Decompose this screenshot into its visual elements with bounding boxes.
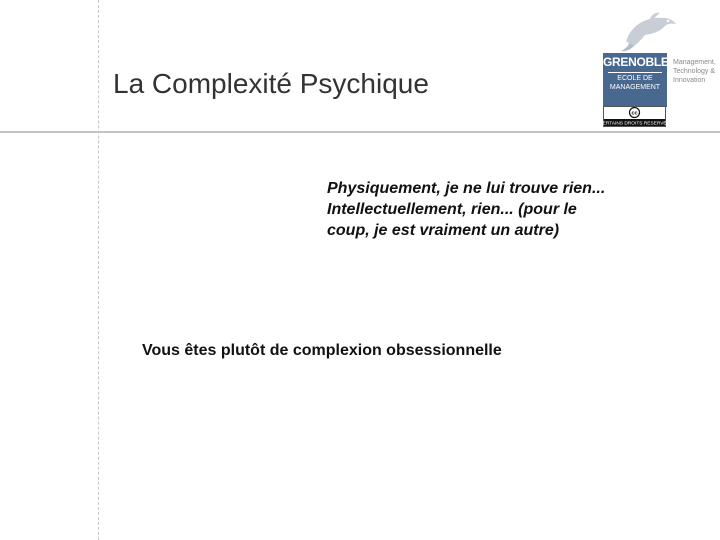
quote-text: Physiquement, je ne lui trouve rien... Intellectuellement, rien... (pour le coup, je est vraiment un autre) (327, 180, 606, 239)
vertical-guide-line (98, 0, 99, 540)
logo-tagline (673, 58, 720, 85)
logo-divider (608, 72, 662, 73)
logo-badge (603, 53, 667, 107)
creative-commons-icon (599, 106, 670, 127)
license-label: CERTAINS DROITS RESERVES (599, 121, 670, 127)
dolphin-icon (620, 12, 678, 54)
logo-subtitle-line1: ECOLE DE (617, 75, 653, 82)
svg-text:cc: cc (631, 110, 638, 117)
logo-tagline-line: Technology & (673, 68, 716, 75)
logo-name: GRENOBLE (603, 55, 669, 69)
statement-text: Vous êtes plutôt de complexion obsessionnelle (142, 342, 502, 359)
slide-title: La Complexité Psychique (113, 68, 429, 99)
logo-tagline-line: Innovation (673, 77, 706, 84)
logo-subtitle-line2: MANAGEMENT (609, 84, 661, 91)
logo-tagline-line: Management, (673, 59, 716, 66)
